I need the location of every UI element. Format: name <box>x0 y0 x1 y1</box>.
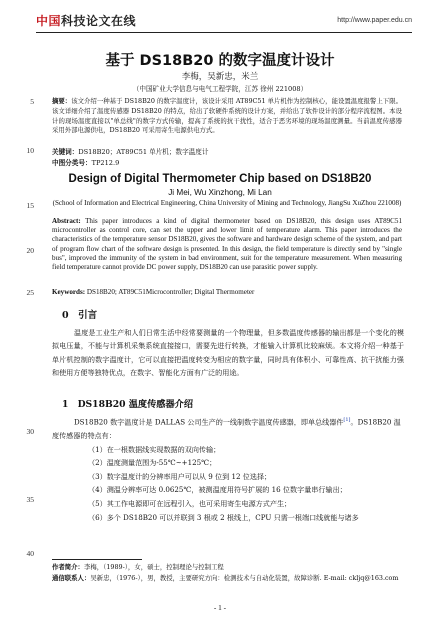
keywords-cn <box>52 146 208 156</box>
paper-title-en: Design of Digital Thermometer Chip based on DS18B20 <box>68 173 372 185</box>
citation-link[interactable]: [1] <box>343 417 351 423</box>
classification-value: TP212.9 <box>91 159 120 167</box>
keywords-cn-text: DS18B20；AT89C51 单片机；数字温度计 <box>78 148 209 156</box>
site-logo[interactable] <box>36 12 136 29</box>
authors-cn: 李梅，吴新忠，米兰 <box>181 72 259 82</box>
logo-cn: 中国 <box>36 14 62 28</box>
abstract-cn-label: 摘要： <box>52 97 72 105</box>
page-header <box>36 10 412 33</box>
classification-label: 中图分类号： <box>52 159 92 167</box>
line-number: 35 <box>26 495 34 504</box>
line-number: 15 <box>26 201 34 210</box>
paper-title-cn: 基于 DS18B20 的数字温度计设计 <box>105 53 335 69</box>
section-heading-intro: 0 引言 <box>62 310 98 321</box>
footnote-contact-label: 通信联系人： <box>52 574 91 582</box>
footnote-author-text: 李梅，（1989-），女，硕士，控制理论与控制工程 <box>83 563 224 571</box>
page-number: - 1 - <box>213 603 227 612</box>
feature-item: （5）其工作电源即可在远程引入，也可采用寄生电源方式产生； <box>88 498 292 508</box>
section1-intro-end: 。DS18B20 温度传感器的特点有： <box>52 417 401 440</box>
section-heading-ds18b20: 1 DS18B20 温度传感器介绍 <box>62 399 194 410</box>
footnote-contact <box>52 574 404 583</box>
feature-item: （2）温度测量范围为-55℃~+125℃； <box>88 458 217 468</box>
section1-intro-paragraph <box>52 414 404 443</box>
keywords-en-text: DS18B20; AT89C51Microcontroller; Digital Thermometer <box>86 288 255 296</box>
footnote-author <box>52 563 404 572</box>
line-number: 25 <box>26 288 34 297</box>
line-number: 30 <box>26 427 34 436</box>
affiliation-en: (School of Information and Electrical Engineering, China University of Mining and Technology, JiangSu XuZhou 221008) <box>52 199 402 207</box>
abstract-cn <box>52 97 402 136</box>
feature-item: （4）测温分辨率可达 0.0625℃，被测温度用符号扩展的 16 位数字量串行输出； <box>88 485 347 495</box>
abstract-en-text: This paper introduces a kind of digital thermometer based on DS18B20, this design uses AT89C51 microcontroller as control core, can set the upper and lower limit of temperature alarm. This paper introduces the characteristics of the temperature sensor DS18B20, gives the software and hardware design scheme of the system, and part of program flow chart of the software design is presented. In this design, the field temperature is directly send by "single bus", improved the immunity of the system in bad environment, suit for the temperature measurement. When measuring field temperature cannot provide DC power supply, DS18B20 can use parasitic power supply. <box>52 217 402 272</box>
line-number: 20 <box>26 246 34 255</box>
keywords-en <box>52 288 254 296</box>
site-url[interactable]: http://www.paper.edu.cn <box>337 17 412 24</box>
footnote-author-label: 作者简介： <box>52 563 84 571</box>
logo-text: 科技论文在线 <box>61 14 137 28</box>
line-number: 40 <box>26 549 34 558</box>
keywords-en-label: Keywords: <box>52 288 86 296</box>
abstract-en-label: Abstract: <box>52 217 81 225</box>
intro-paragraph: 温度是工业生产和人们日常生活中经常要测量的一个物理量，但多数温度传感器的输出都是一个变化的模拟电压量，不能与计算机采集系统直接接口，需要先进行转换，才能输入计算机比较麻烦。本文将介绍一种基于单片机控制的数字温度计，它可以直接把温度转变为相应的数字量，同时具有体积小、可靠性高、抗干扰能力强和使用方便等独特优点，在数字、智能化方面有广泛的用途。 <box>52 328 404 378</box>
feature-item: （6）多个 DS18B20 可以并联到 3 根或 2 根线上，CPU 只需一根端口线就能与诸多 <box>88 512 359 522</box>
abstract-cn-text: 该文介绍一种基于 DS18B20 的数字温度计，该设计采用 AT89C51 单片机作为控制核心，能设置温度报警上下限。该文详细介绍了温度传感器 DS18B20 的特点，给出了软硬件系统的设计方案，并给出了软件设计的部分程序流程图。本设计的现场温度直接以"单总线"的数字方式传输，提高了系统的抗干扰性，适合于恶劣环境的现场温度测量。当前温度传感器采用外部电源供电，DS18B20 可采用寄生电源供电方式。 <box>52 97 402 135</box>
keywords-cn-label: 关键词： <box>52 148 79 156</box>
feature-item: （1）在一根数据线实现数据的双向传输； <box>88 444 221 454</box>
feature-item: （3）数字温度计的分辨率用户可以从 9 位到 12 位选择； <box>88 471 272 481</box>
authors-en: Ji Mei, Wu Xinzhong, Mi Lan <box>168 188 272 197</box>
footnote-divider <box>52 559 142 560</box>
line-number: 5 <box>30 97 34 106</box>
affiliation-cn: （中国矿业大学信息与电气工程学院，江苏 徐州 221008） <box>132 85 308 93</box>
abstract-en <box>52 217 402 272</box>
classification-number <box>52 157 119 167</box>
section1-intro-text: DS18B20 数字温度计是 DALLAS 公司生产的一线制数字温度传感器，即单总线器件 <box>74 417 344 427</box>
footnote-contact-text: 吴新忠，（1976-），男，教授，主要研究方向：检测技术与自动化装置，故障诊断. E-mail: ckljq@163.com <box>90 574 399 582</box>
line-number: 10 <box>26 146 34 155</box>
section1-body <box>52 414 404 524</box>
